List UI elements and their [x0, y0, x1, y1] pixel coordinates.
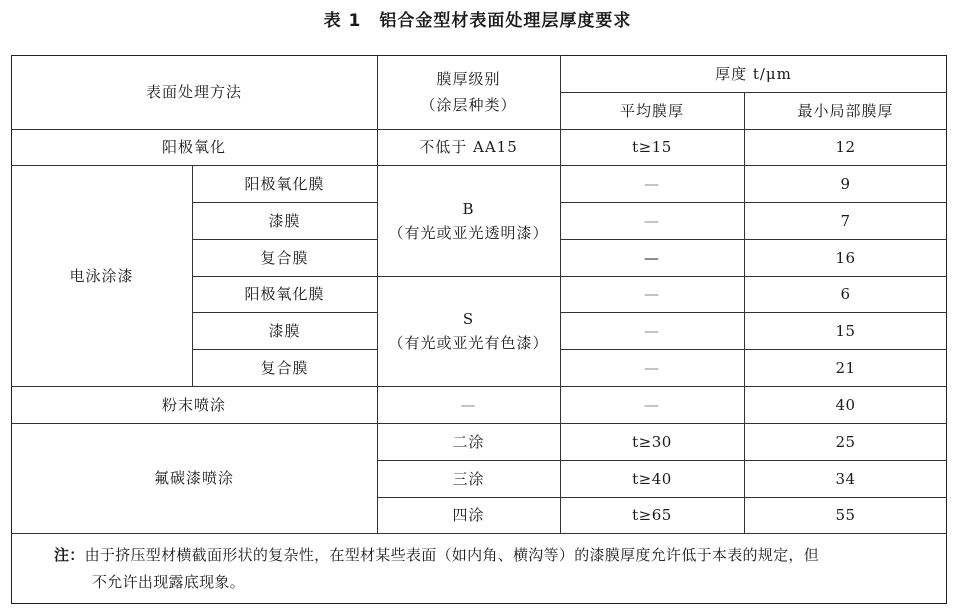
- electro-b-min: 16: [835, 248, 856, 267]
- header-min: 最小局部膜厚: [797, 101, 894, 120]
- note-label: 注：: [54, 546, 85, 564]
- electro-method: 电泳涂漆: [69, 266, 134, 285]
- grade-b-line2: （有光或亚光透明漆）: [388, 223, 549, 242]
- electro-s-sub: 漆膜: [268, 321, 301, 340]
- header-thickness: 厚度 t/μm: [715, 64, 792, 83]
- electro-s-min: 6: [840, 285, 851, 303]
- fluoro-grade: 二涂: [452, 432, 485, 451]
- electro-s-min: 15: [835, 321, 856, 340]
- electro-grade-b: [377, 165, 560, 276]
- electro-s-avg: —: [644, 358, 660, 377]
- fluoro-grade: 四涂: [452, 506, 485, 524]
- table-title: 表 1 铝合金型材表面处理层厚度要求: [323, 11, 632, 31]
- note-line1: 由于挤压型材横截面形状的复杂性，在型材某些表面（如内角、横沟等）的漆膜厚度允许低于本表的规定，但: [84, 546, 820, 564]
- electro-b-avg: —: [644, 248, 660, 267]
- fluoro-avg: t≥65: [632, 506, 672, 524]
- anodize-method: 阳极氧化: [161, 138, 226, 156]
- powder-avg: —: [644, 395, 660, 414]
- electro-s-avg: —: [644, 285, 660, 303]
- electro-s-sub: 复合膜: [260, 358, 309, 377]
- electro-s-min: 21: [835, 358, 856, 377]
- fluoro-min: 25: [835, 432, 856, 451]
- electro-b-avg: —: [644, 211, 660, 230]
- fluoro-min: 55: [835, 506, 856, 524]
- electro-b-sub: 漆膜: [268, 211, 301, 230]
- table-note: [54, 542, 934, 596]
- electro-b-sub: 复合膜: [260, 248, 309, 267]
- grade-s-line2: （有光或亚光有色漆）: [388, 334, 549, 352]
- powder-method: 粉末喷涂: [161, 395, 226, 414]
- electro-s-sub: 阳极氧化膜: [244, 285, 325, 303]
- divider: [11, 533, 947, 534]
- fluoro-grade: 三涂: [452, 469, 485, 488]
- fluoro-avg: t≥40: [632, 469, 672, 488]
- header-grade-line1: 膜厚级别: [436, 70, 501, 88]
- electro-grade-s: [377, 276, 560, 386]
- header-grade: [377, 55, 560, 129]
- fluoro-method: 氟碳漆喷涂: [153, 469, 234, 487]
- electro-b-avg: —: [644, 174, 660, 193]
- anodize-grade: 不低于 AA15: [419, 138, 518, 156]
- grade-b-line1: B: [462, 199, 475, 218]
- powder-min: 40: [835, 395, 856, 414]
- grade-s-line1: S: [462, 310, 475, 328]
- fluoro-min: 34: [835, 469, 856, 488]
- electro-b-sub: 阳极氧化膜: [244, 174, 325, 193]
- anodize-min: 12: [835, 138, 856, 156]
- anodize-avg: t≥15: [632, 138, 672, 156]
- electro-s-avg: —: [644, 321, 660, 340]
- note-line2: 不允许出现露底现象。: [92, 573, 246, 591]
- header-grade-line2: （涂层种类）: [420, 96, 517, 114]
- electro-b-min: 9: [840, 174, 851, 193]
- header-method: 表面处理方法: [145, 83, 242, 101]
- powder-grade: —: [460, 395, 477, 414]
- electro-b-min: 7: [840, 211, 851, 230]
- header-avg: 平均膜厚: [619, 101, 684, 120]
- fluoro-avg: t≥30: [632, 432, 672, 451]
